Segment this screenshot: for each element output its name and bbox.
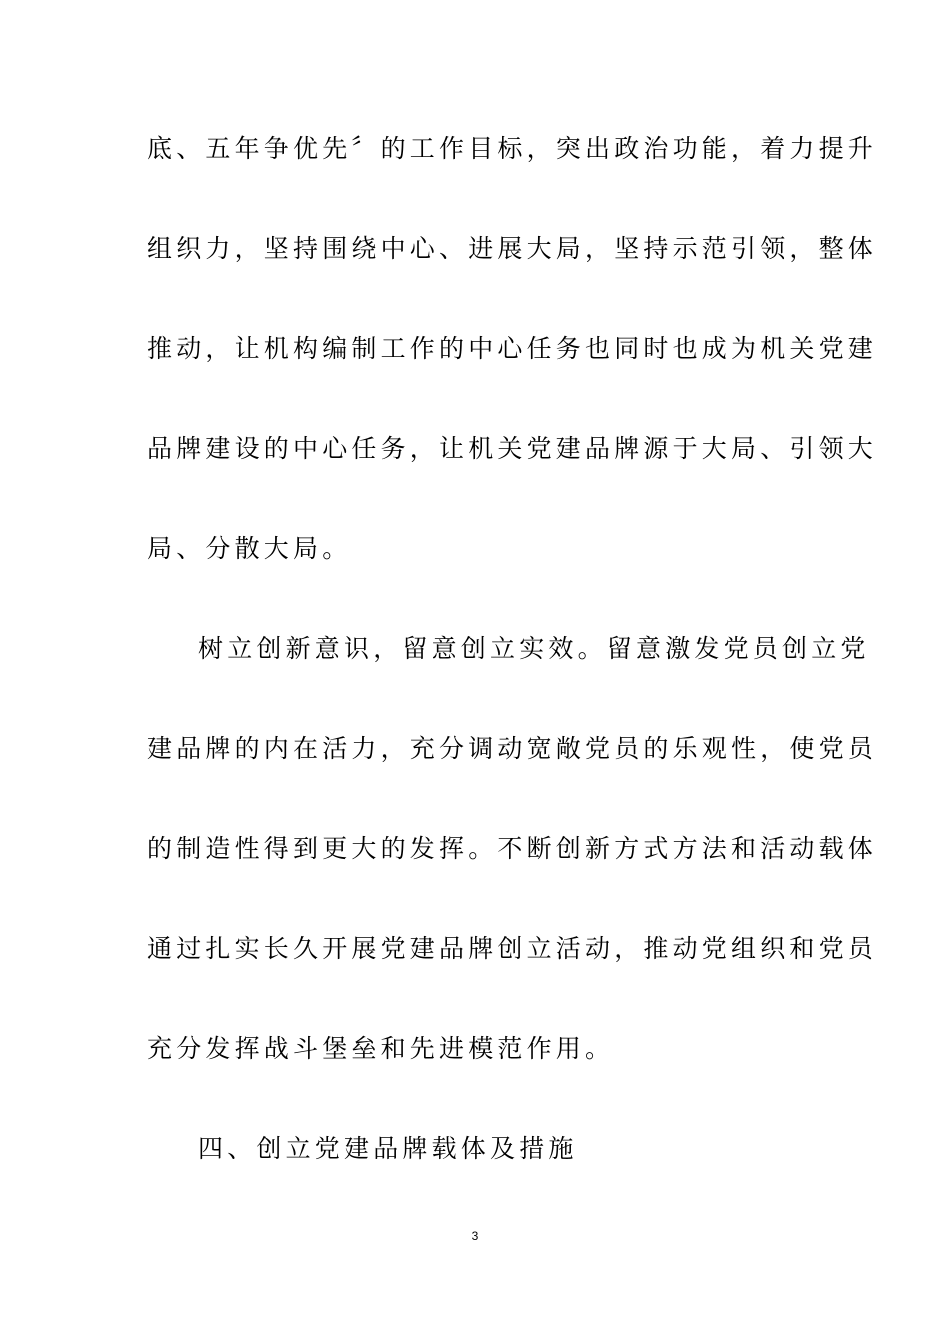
paragraph-2-line-4: 通过扎实长久开展党建品牌创立活动，推动党组织和党员 [147, 934, 878, 963]
paragraph-1-line-4: 品牌建设的中心任务，让机关党建品牌源于大局、引领大 [147, 434, 878, 463]
section-heading: 四、创立党建品牌载体及措施 [198, 1134, 578, 1163]
paragraph-2-line-3: 的制造性得到更大的发挥。不断创新方式方法和活动载体 [147, 834, 878, 863]
page-number: 3 [471, 1229, 479, 1243]
paragraph-1-line-5: 局、分散大局。 [147, 534, 352, 563]
paragraph-1-line-2: 组织力，坚持围绕中心、进展大局，坚持示范引领，整体 [147, 234, 878, 263]
paragraph-2-line-1: 树立创新意识，留意创立实效。留意激发党员创立党 [198, 634, 870, 663]
paragraph-2-line-2: 建品牌的内在活力，充分调动宽敞党员的乐观性，使党员 [147, 734, 878, 763]
paragraph-2-line-5: 充分发挥战斗堡垒和先进模范作用。 [147, 1034, 615, 1063]
paragraph-1-line-3: 推动，让机构编制工作的中心任务也同时也成为机关党建 [147, 334, 878, 363]
paragraph-1-line-1: 底、五年争优先〞的工作目标，突出政治功能，着力提升 [147, 134, 878, 163]
